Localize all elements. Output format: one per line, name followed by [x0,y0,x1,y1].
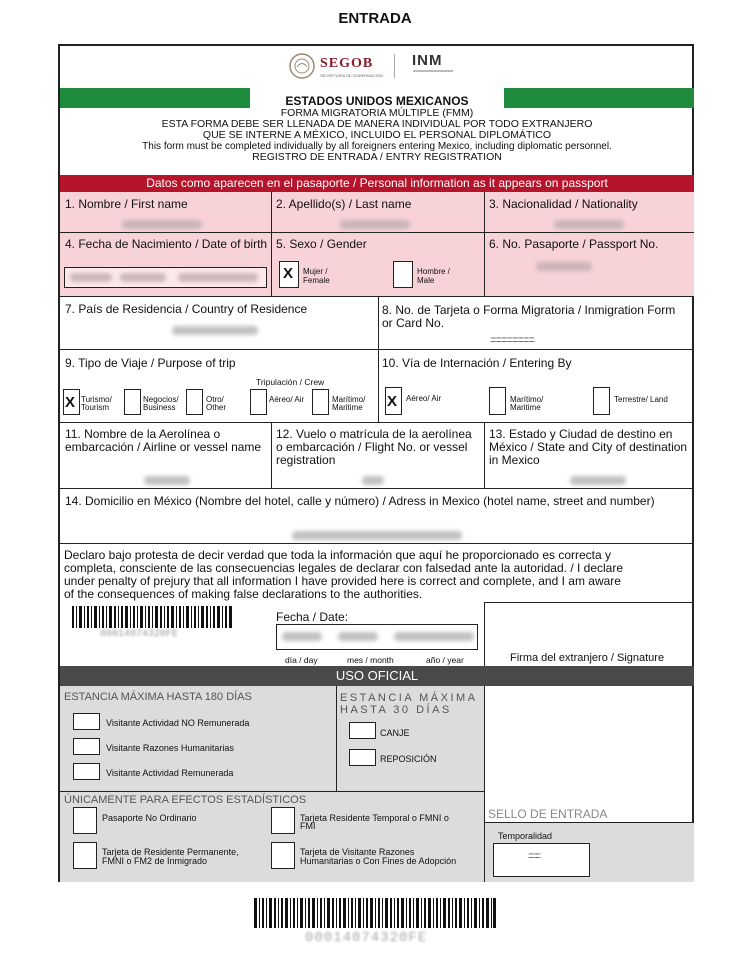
country-heading: ESTADOS UNIDOS MEXICANOS [285,94,469,108]
reposicion-label: REPOSICIÓN [380,754,437,764]
temporality-value: :::::::::: [528,851,541,860]
entering-air-label: Aéreo/ Air [406,394,442,403]
nationality-value[interactable] [554,220,624,229]
flight-number-label: 12. Vuelo o matrícula de la aerolínea o embarcación / Flight No. or vessel registration [276,427,472,467]
official-use-band: USO OFICIAL [60,666,694,686]
stats-temporary-label: Tarjeta Residente Temporal o FMNI o [300,813,449,823]
stats-permanent-label-2: FMNI o FM2 de Inmigrado [102,856,208,866]
migration-card-label: 8. No. de Tarjeta o Forma Migratoria / Inmigration Form or Card No. [382,303,676,330]
airline-value[interactable] [144,476,190,485]
stats-humanitarian-label-2: Humanitarias o Con Fines de Adopción [300,856,457,866]
trip-business-checkbox[interactable] [124,389,141,415]
canje-checkbox[interactable] [349,722,376,739]
birth-year-value [178,273,258,282]
canje-label: CANJE [380,728,410,738]
row-divider [60,296,694,297]
gender-male-checkbox[interactable] [393,261,413,288]
col-divider [378,349,379,422]
stay-180-paid-checkbox[interactable] [73,763,100,780]
destination-value[interactable] [570,476,626,485]
passport-info-band: Datos como aparecen en el pasaporte / Personal information as it appears on passport [60,175,694,192]
trip-other-label-en: Other [206,403,227,412]
date-label: Fecha / Date: [276,610,349,624]
flight-number-value[interactable] [362,476,384,485]
instruction-line-english: This form must be completed individually by all foreigners entering Mexico, including diplomatic personnel. [142,141,612,152]
entering-maritime-label: Marítimo/ [510,395,544,404]
stay-180-humanitarian-checkbox[interactable] [73,738,100,755]
stay-180-humanitarian-label: Visitante Razones Humanitarias [106,743,234,753]
row-divider [60,422,694,423]
page-title: ENTRADA [338,10,412,27]
declaration-line-4: of the consequences of making false declarations to the authorities. [64,587,423,601]
instruction-line-1: ESTA FORMA DEBE SER LLENADA DE MANERA INDIVIDUAL POR TODO EXTRANJERO [161,118,593,130]
stats-temporary-label-2: FMI [300,821,316,831]
date-month-label: mes / month [347,655,394,665]
row-divider [60,791,484,792]
stats-permanent-label: Tarjeta de Residente Permanente, [102,847,239,857]
col-divider [484,602,485,666]
trip-other-label: Otro/ [206,395,224,404]
row-divider [60,232,694,233]
segob-logo: SEGOB [320,56,374,71]
row-divider [484,822,694,823]
gender-female-label: Mujer / [303,267,328,276]
segob-logo-subtitle: SECRETARÍA DE GOBERNACIÓN [320,73,383,78]
instruction-line-2: QUE SE INTERNE A MÉXICO, INCLUIDO EL PERSONAL DIPLOMÁTICO [202,129,552,141]
col-divider [484,686,485,882]
passport-number-value[interactable] [536,262,592,271]
stay-180-unpaid-checkbox[interactable] [73,713,100,730]
mexico-address-label: 14. Domicilio en México (Nombre del hotel, calle y número) / Adress in Mexico (hotel name, street and number) [65,494,655,508]
first-name-value[interactable] [122,220,202,229]
trip-other-checkbox[interactable] [186,389,203,415]
trip-tourism-mark: X [65,394,76,411]
residence-country-value[interactable] [172,326,258,335]
col-divider [271,192,272,296]
statistics-heading: ÚNICAMENTE PARA EFECTOS ESTADÍSTICOS [64,794,307,806]
gender-label: 5. Sexo / Gender [276,237,367,251]
gender-male-label: Hombre / [417,267,450,276]
stay-180-paid-label: Visitante Actividad Remunerada [106,768,234,778]
airline-label: 11. Nombre de la Aerolínea o embarcación / Airline or vessel name [65,427,262,454]
row-divider [484,602,694,603]
date-year-value [394,632,474,641]
gender-female-mark: X [283,265,294,282]
stats-permanent-checkbox[interactable] [73,842,97,869]
logo-divider [394,54,395,78]
last-name-label: 2. Apellido(s) / Last name [276,197,412,211]
trip-crew-air-label: Aéreo/ Air [269,395,305,404]
registration-type: REGISTRO DE ENTRADA / ENTRY REGISTRATION [252,151,502,163]
crew-label: Tripulación / Crew [256,377,325,387]
bottom-barcode-number: 00014074320FE [305,930,428,946]
fmm-form [58,44,694,882]
form-barcode [72,606,232,628]
passport-number-label: 6. No. Pasaporte / Passport No. [489,237,659,251]
trip-crew-maritime-label-en: Maritime [332,403,363,412]
temporality-field[interactable] [493,843,590,877]
entering-maritime-checkbox[interactable] [489,387,506,415]
birth-month-value [120,273,166,282]
entering-air-mark: X [387,393,398,410]
col-divider [336,686,337,791]
trip-tourism-label-en: Tourism [81,403,110,412]
stay-30-heading-2: HASTA 30 DÍAS [340,704,452,716]
stay-30-heading: ESTANCIA MÁXIMA [340,692,478,704]
row-divider [60,543,694,544]
form-name: FORMA MIGRATORIA MÚLTIPLE (FMM) [280,107,474,119]
stats-temporary-checkbox[interactable] [271,807,295,834]
signature-label: Firma del extranjero / Signature [510,652,665,664]
stay-180-unpaid-label: Visitante Actividad NO Remunerada [106,718,250,728]
entering-land-label: Terrestre/ Land [614,395,668,404]
segob-seal-icon [288,52,316,80]
stay-180-heading: ESTANCIA MÁXIMA HASTA 180 DÍAS [64,691,252,703]
gender-male-label-en: Male [417,276,435,285]
col-divider [484,422,485,488]
declaration-line-2: completa, consciente de las consecuencias legales de declarar con falsedad ante la autoridad. / I declare [64,561,624,575]
birth-day-value [70,273,112,282]
date-year-label: año / year [426,655,464,665]
trip-crew-air-checkbox[interactable] [250,389,267,415]
stats-passport-checkbox[interactable] [73,807,97,834]
birth-date-label: 4. Fecha de Nacimiento / Date of birth [65,237,268,251]
migration-card-value[interactable]: :::::::::::::::::::::::::::::::::::: [490,335,535,344]
trip-tourism-label: Turismo/ [81,395,112,404]
trip-crew-maritime-label: Marítimo/ [332,395,366,404]
declaration-line-3: under penalty of prejury that all information I have provided here is correct and complete, and I am aware [64,574,621,588]
signature-field[interactable] [490,606,688,648]
declaration-line-1: Declaro bajo protesta de decir verdad que toda la información que aquí he proporcionado es correcta y [64,548,612,562]
row-divider [60,349,694,350]
temporality-label: Temporalidad [498,831,553,841]
inm-logo-underline [413,70,453,72]
date-day-label: día / day [285,655,318,665]
destination-label: 13. Estado y Ciudad de destino en México / State and City of destination in Mexico [489,427,688,467]
residence-country-label: 7. País de Residencia / Country of Residence [65,302,308,316]
form-barcode-number: 00014074320FE [100,629,179,640]
trip-purpose-label: 9. Tipo de Viaje / Purpose of trip [65,356,236,370]
stats-passport-label: Pasaporte No Ordinario [102,813,197,823]
last-name-value[interactable] [340,220,410,229]
date-day-value [282,632,322,641]
trip-crew-maritime-checkbox[interactable] [312,389,329,415]
col-divider [378,296,379,349]
stats-humanitarian-checkbox[interactable] [271,842,295,869]
trip-business-label: Negocios/ [143,395,179,404]
row-divider [60,488,694,489]
gender-female-label-en: Female [303,276,330,285]
entry-stamp-label: SELLO DE ENTRADA [488,807,608,821]
col-divider [484,192,485,296]
inm-logo: INM [412,52,443,69]
first-name-label: 1. Nombre / First name [65,197,188,211]
col-divider [271,422,272,488]
date-month-value [338,632,378,641]
entering-maritime-label-en: Maritime [510,403,541,412]
entering-by-label: 10. Vía de Internación / Entering By [382,356,572,370]
reposicion-checkbox[interactable] [349,749,376,766]
entering-land-checkbox[interactable] [593,387,610,415]
mexico-address-value[interactable] [292,531,462,540]
stats-humanitarian-label: Tarjeta de Visitante Razones [300,847,415,857]
nationality-label: 3. Nacionalidad / Nationality [489,197,638,211]
trip-business-label-en: Business [143,403,176,412]
bottom-barcode [254,898,496,928]
